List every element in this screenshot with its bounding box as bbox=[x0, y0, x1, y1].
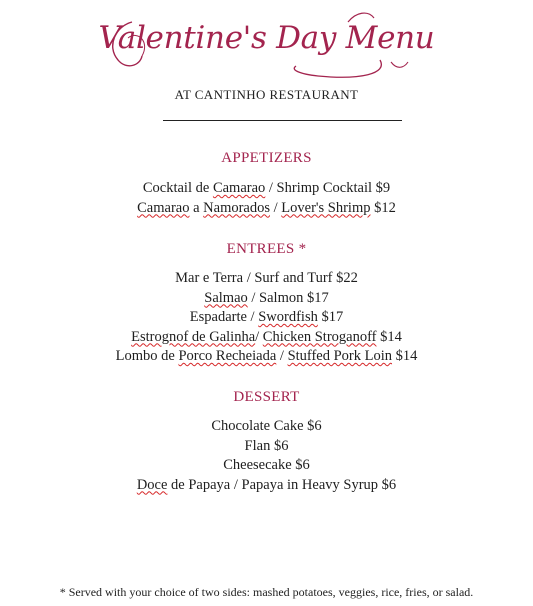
footnote: * Served with your choice of two sides: mashed potatoes, veggies, rice, fries, or salad. bbox=[59, 585, 474, 599]
menu-item-text: / Shrimp Cocktail $9 bbox=[265, 180, 391, 196]
menu-item bbox=[0, 289, 533, 309]
menu-item-text: Mar e Terra / Surf and Turf $22 bbox=[175, 270, 358, 286]
appetizers-list bbox=[0, 179, 533, 218]
menu-item bbox=[0, 417, 533, 437]
menu-item-text: Chocolate Cake $6 bbox=[211, 418, 322, 434]
restaurant-subtitle: AT CANTINHO RESTAURANT bbox=[174, 87, 359, 102]
menu-item-text-flagged: Camarao bbox=[212, 180, 266, 196]
section-heading-dessert: DESSERT bbox=[233, 389, 300, 405]
menu-item bbox=[0, 476, 533, 496]
menu-item-text: / bbox=[255, 328, 263, 345]
menu-item bbox=[0, 199, 533, 219]
menu-item bbox=[0, 308, 533, 328]
menu-item-text-flagged: Chicken Stroganoff bbox=[262, 328, 377, 345]
menu-item-text: Espadarte / bbox=[189, 309, 259, 325]
menu-item-text-flagged: Lover's Shrimp bbox=[281, 199, 371, 216]
entrees-list bbox=[0, 269, 533, 367]
menu-item-text: Cocktail de bbox=[142, 180, 213, 196]
menu-item bbox=[0, 437, 533, 457]
section-heading-appetizers: APPETIZERS bbox=[221, 150, 312, 166]
menu-title: Valentine's Day Menu bbox=[98, 20, 435, 56]
menu-item-text: / Salmon $17 bbox=[247, 289, 329, 306]
menu-item-text: Cheesecake $6 bbox=[223, 457, 310, 473]
menu-item-text: / bbox=[276, 348, 288, 364]
menu-item-text: $12 bbox=[370, 199, 396, 216]
menu-item-text: Flan $6 bbox=[244, 437, 289, 454]
dessert-list bbox=[0, 417, 533, 495]
menu-item-text-flagged: Salmao bbox=[204, 289, 248, 306]
menu-item-text: Lombo de bbox=[115, 348, 179, 364]
menu-item-text-flagged: Doce bbox=[136, 476, 168, 493]
menu-item-text: a bbox=[189, 199, 204, 216]
menu-item bbox=[0, 456, 533, 476]
menu-item-text: de Papaya / Papaya in Heavy Syrup $6 bbox=[167, 476, 397, 493]
menu-item-text: $17 bbox=[317, 309, 344, 325]
section-heading-entrees: ENTREES * bbox=[226, 241, 307, 257]
menu-item-text: / bbox=[270, 199, 282, 216]
menu-item-text-flagged: Estrognof de Galinha bbox=[131, 328, 256, 345]
title-divider bbox=[163, 120, 402, 121]
menu-item-text: $14 bbox=[392, 348, 418, 364]
menu-item-text-flagged: Namorados bbox=[203, 199, 270, 216]
menu-item-text-flagged: Camarao bbox=[137, 199, 190, 216]
menu-item bbox=[0, 179, 533, 199]
menu-item-text-flagged: Swordfish bbox=[258, 309, 318, 325]
menu-item bbox=[0, 347, 533, 367]
menu-item bbox=[0, 269, 533, 289]
menu-item-text-flagged: Porco Recheiada bbox=[178, 348, 277, 364]
menu-item bbox=[0, 328, 533, 348]
menu-item-text: $14 bbox=[376, 328, 402, 345]
menu-title-area bbox=[0, 0, 533, 82]
menu-item-text-flagged: Stuffed Pork Loin bbox=[287, 348, 393, 364]
